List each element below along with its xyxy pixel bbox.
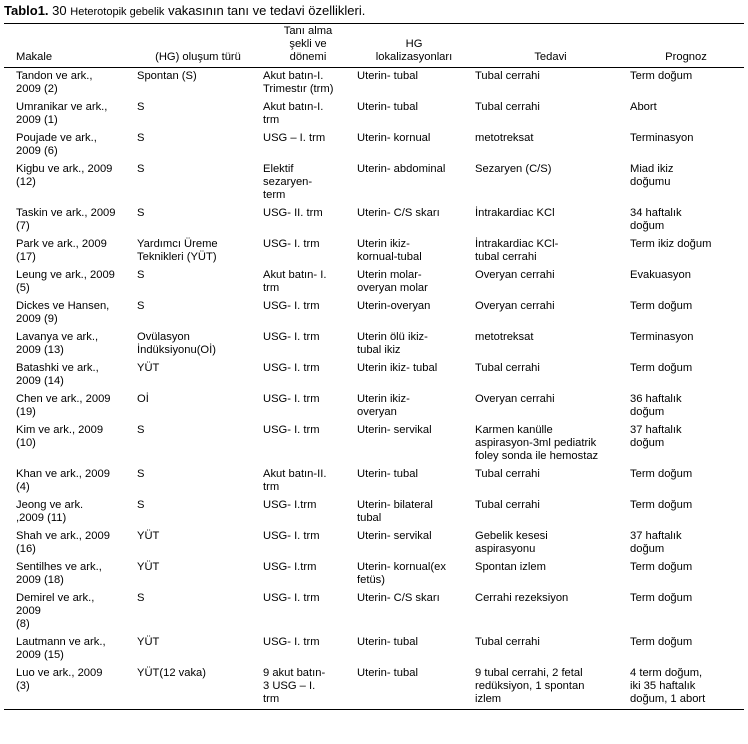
cell-olusum-turu	[135, 590, 261, 634]
cell-hg-lokalizasyon-text: Uterin- tubal	[357, 667, 418, 679]
cell-prognoz	[628, 130, 744, 161]
cell-makale	[4, 68, 135, 100]
cell-makale-text: Dickes ve Hansen, 2009 (9)	[16, 300, 110, 325]
cell-hg-lokalizasyon	[355, 236, 473, 267]
cell-hg-lokalizasyon	[355, 205, 473, 236]
cell-tani-alma-text: USG- II. trm	[263, 207, 323, 219]
cell-makale-text: Umranikar ve ark., 2009 (1)	[16, 101, 108, 126]
cell-prognoz-text: Abort	[630, 101, 657, 113]
cell-tani-alma-text: USG – I. trm	[263, 132, 326, 144]
header-makale	[4, 24, 135, 68]
cell-olusum-turu	[135, 559, 261, 590]
cell-makale-text: Tandon ve ark., 2009 (2)	[16, 70, 93, 95]
cell-hg-lokalizasyon-text: Uterin ikiz- tubal	[357, 362, 438, 374]
cell-prognoz-text: Term doğum	[630, 468, 693, 480]
cell-olusum-turu-text: S	[137, 300, 145, 312]
cell-hg-lokalizasyon-text: Uterin- tubal	[357, 70, 418, 82]
cell-hg-lokalizasyon-text: Uterin- C/S skarı	[357, 592, 440, 604]
header-olusum-turu-label: (HG) oluşum türü	[155, 51, 241, 63]
cell-prognoz-text: Term doğum	[630, 561, 693, 573]
cell-olusum-turu	[135, 236, 261, 267]
cell-makale-text: Kigbu ve ark., 2009 (12)	[16, 163, 113, 188]
cell-hg-lokalizasyon	[355, 634, 473, 665]
cell-tedavi-text: metotreksat	[475, 132, 534, 144]
cell-tani-alma-text: USG- I. trm	[263, 393, 320, 405]
cell-makale-text: Poujade ve ark., 2009 (6)	[16, 132, 97, 157]
cell-olusum-turu-text: Yardımcı Üreme Teknikleri (YÜT)	[137, 238, 218, 263]
cell-tani-alma	[261, 590, 355, 634]
cell-prognoz	[628, 161, 744, 205]
cell-makale	[4, 130, 135, 161]
cell-makale-text: Jeong ve ark. ,2009 (11)	[16, 499, 84, 524]
cell-hg-lokalizasyon	[355, 497, 473, 528]
cell-prognoz	[628, 497, 744, 528]
cell-prognoz-text: Evakuasyon	[630, 269, 691, 281]
cell-makale	[4, 634, 135, 665]
cell-prognoz	[628, 528, 744, 559]
cell-tani-alma	[261, 99, 355, 130]
cell-hg-lokalizasyon	[355, 267, 473, 298]
cell-makale-text: Park ve ark., 2009 (17)	[16, 238, 107, 263]
cell-makale	[4, 99, 135, 130]
cell-tani-alma	[261, 528, 355, 559]
cell-makale	[4, 497, 135, 528]
cell-tani-alma	[261, 466, 355, 497]
table-row	[4, 497, 744, 528]
header-hg-lokalizasyon-label: HG lokalizasyonları	[375, 38, 453, 63]
cell-olusum-turu	[135, 68, 261, 100]
cell-prognoz	[628, 298, 744, 329]
hg-case-table	[4, 23, 744, 710]
cell-tani-alma	[261, 634, 355, 665]
cell-olusum-turu-text: S	[137, 468, 145, 480]
header-olusum-turu	[135, 24, 261, 68]
cell-tani-alma	[261, 329, 355, 360]
cell-tani-alma-text: 9 akut batın- 3 USG – I. trm	[263, 667, 326, 705]
cell-olusum-turu-text: Ovülasyon İndüksiyonu(Oİ)	[137, 331, 216, 356]
cell-olusum-turu-text: S	[137, 592, 145, 604]
cell-tedavi-text: İntrakardiac KCl- tubal cerrahi	[475, 238, 559, 263]
cell-tedavi-text: Tubal cerrahi	[475, 101, 540, 113]
cell-tani-alma-text: Elektif sezaryen- term	[263, 163, 313, 201]
cell-hg-lokalizasyon	[355, 298, 473, 329]
cell-tani-alma	[261, 422, 355, 466]
header-prognoz	[628, 24, 744, 68]
cell-prognoz-text: Term doğum	[630, 362, 693, 374]
cell-hg-lokalizasyon-text: Uterin- C/S skarı	[357, 207, 440, 219]
cell-olusum-turu-text: S	[137, 163, 145, 175]
cell-tedavi	[473, 559, 628, 590]
cell-prognoz	[628, 267, 744, 298]
cell-hg-lokalizasyon	[355, 161, 473, 205]
cell-tani-alma-text: USG- I. trm	[263, 636, 320, 648]
cell-olusum-turu	[135, 298, 261, 329]
cell-prognoz	[628, 634, 744, 665]
cell-hg-lokalizasyon-text: Uterin- abdominal	[357, 163, 446, 175]
cell-makale	[4, 236, 135, 267]
cell-hg-lokalizasyon	[355, 466, 473, 497]
cell-olusum-turu	[135, 665, 261, 710]
cell-makale	[4, 360, 135, 391]
cell-hg-lokalizasyon-text: Uterin ikiz- overyan	[357, 393, 410, 418]
cell-hg-lokalizasyon-text: Uterin- kornual(ex fetüs)	[357, 561, 446, 586]
cell-hg-lokalizasyon-text: Uterin-overyan	[357, 300, 431, 312]
cell-tani-alma	[261, 391, 355, 422]
cell-tani-alma-text: USG- I. trm	[263, 424, 320, 436]
cell-olusum-turu-text: S	[137, 499, 145, 511]
cell-tedavi	[473, 466, 628, 497]
cell-hg-lokalizasyon	[355, 68, 473, 100]
cell-hg-lokalizasyon-text: Uterin- tubal	[357, 101, 418, 113]
cell-prognoz-text: Term ikiz doğum	[630, 238, 712, 250]
table-row	[4, 99, 744, 130]
cell-olusum-turu-text: S	[137, 207, 145, 219]
table-row	[4, 590, 744, 634]
cell-makale-text: Shah ve ark., 2009 (16)	[16, 530, 110, 555]
table-row	[4, 528, 744, 559]
cell-hg-lokalizasyon-text: Uterin- tubal	[357, 468, 418, 480]
cell-tedavi	[473, 360, 628, 391]
cell-olusum-turu	[135, 130, 261, 161]
cell-olusum-turu-text: S	[137, 132, 145, 144]
cell-tedavi	[473, 329, 628, 360]
cell-tedavi-text: Tubal cerrahi	[475, 362, 540, 374]
cell-hg-lokalizasyon	[355, 391, 473, 422]
cell-tani-alma	[261, 497, 355, 528]
cell-makale-text: Lautmann ve ark., 2009 (15)	[16, 636, 106, 661]
cell-makale-text: Lavanya ve ark., 2009 (13)	[16, 331, 99, 356]
cell-prognoz	[628, 99, 744, 130]
cell-tani-alma	[261, 559, 355, 590]
cell-prognoz-text: Term doğum	[630, 636, 693, 648]
cell-tani-alma	[261, 236, 355, 267]
cell-tedavi-text: metotreksat	[475, 331, 534, 343]
cell-prognoz	[628, 422, 744, 466]
cell-makale	[4, 466, 135, 497]
cell-tani-alma	[261, 161, 355, 205]
cell-tani-alma-text: Akut batın- I. trm	[263, 269, 327, 294]
cell-hg-lokalizasyon	[355, 130, 473, 161]
cell-tani-alma	[261, 267, 355, 298]
cell-olusum-turu	[135, 205, 261, 236]
cell-hg-lokalizasyon	[355, 422, 473, 466]
cell-tedavi	[473, 298, 628, 329]
cell-tedavi	[473, 497, 628, 528]
cell-tani-alma-text: USG- I. trm	[263, 331, 320, 343]
cell-makale	[4, 298, 135, 329]
cell-makale-text: Sentilhes ve ark., 2009 (18)	[16, 561, 102, 586]
cell-tani-alma-text: USG- I. trm	[263, 238, 320, 250]
cell-makale	[4, 559, 135, 590]
cell-prognoz-text: 37 haftalık doğum	[630, 424, 682, 449]
cell-prognoz-text: Term doğum	[630, 300, 693, 312]
cell-makale	[4, 528, 135, 559]
cell-tedavi-text: Overyan cerrahi	[475, 300, 555, 312]
cell-hg-lokalizasyon	[355, 99, 473, 130]
cell-makale-text: Khan ve ark., 2009 (4)	[16, 468, 110, 493]
caption-small-text: Heterotopik gebelik	[70, 6, 165, 18]
cell-prognoz	[628, 360, 744, 391]
cell-makale-text: Luo ve ark., 2009 (3)	[16, 667, 103, 692]
table-row	[4, 665, 744, 710]
cell-prognoz-text: Term doğum	[630, 592, 693, 604]
header-tedavi	[473, 24, 628, 68]
header-makale-label: Makale	[16, 51, 53, 63]
cell-tedavi	[473, 528, 628, 559]
cell-tedavi-text: Overyan cerrahi	[475, 269, 555, 281]
cell-prognoz-text: Term doğum	[630, 70, 693, 82]
cell-tani-alma	[261, 298, 355, 329]
cell-hg-lokalizasyon	[355, 360, 473, 391]
cell-tani-alma-text: Akut batın-II. trm	[263, 468, 327, 493]
cell-hg-lokalizasyon-text: Uterin ikiz- kornual-tubal	[357, 238, 422, 263]
table-body	[4, 68, 744, 710]
cell-olusum-turu	[135, 99, 261, 130]
cell-prognoz-text: Terminasyon	[630, 132, 694, 144]
header-tedavi-label: Tedavi	[534, 51, 567, 63]
cell-prognoz	[628, 559, 744, 590]
cell-tedavi-text: Tubal cerrahi	[475, 499, 540, 511]
cell-tedavi-text: Overyan cerrahi	[475, 393, 555, 405]
cell-hg-lokalizasyon-text: Uterin molar- overyan molar	[357, 269, 428, 294]
cell-tani-alma-text: USG- I.trm	[263, 561, 317, 573]
cell-tani-alma	[261, 68, 355, 100]
cell-tedavi-text: Sezaryen (C/S)	[475, 163, 552, 175]
cell-olusum-turu-text: S	[137, 424, 145, 436]
header-hg-lokalizasyon	[355, 24, 473, 68]
cell-olusum-turu	[135, 466, 261, 497]
cell-olusum-turu-text: YÜT	[137, 362, 160, 374]
caption-count: 30	[52, 3, 67, 18]
table-caption	[4, 2, 365, 21]
cell-tedavi	[473, 236, 628, 267]
cell-tedavi	[473, 665, 628, 710]
cell-makale	[4, 422, 135, 466]
table-header-row	[4, 24, 744, 68]
cell-hg-lokalizasyon-text: Uterin- kornual	[357, 132, 431, 144]
cell-olusum-turu-text: YÜT(12 vaka)	[137, 667, 207, 679]
cell-tani-alma	[261, 205, 355, 236]
table-row	[4, 68, 744, 100]
caption-text: vakasının tanı ve tedavi özellikleri.	[168, 3, 366, 18]
cell-tani-alma-text: USG- I. trm	[263, 530, 320, 542]
cell-tani-alma-text: USG- I. trm	[263, 592, 320, 604]
cell-makale-text: Leung ve ark., 2009 (5)	[16, 269, 115, 294]
cell-prognoz-text: 36 haftalık doğum	[630, 393, 682, 418]
cell-tedavi	[473, 267, 628, 298]
cell-makale	[4, 391, 135, 422]
cell-tedavi	[473, 99, 628, 130]
cell-olusum-turu-text: YÜT	[137, 561, 160, 573]
cell-tani-alma-text: USG- I.trm	[263, 499, 317, 511]
cell-hg-lokalizasyon-text: Uterin- servikal	[357, 424, 432, 436]
cell-prognoz-text: 4 term doğum, iki 35 haftalık doğum, 1 abort	[630, 667, 706, 705]
cell-tani-alma	[261, 360, 355, 391]
table-row	[4, 298, 744, 329]
cell-olusum-turu-text: Spontan (S)	[137, 70, 197, 82]
cell-hg-lokalizasyon	[355, 559, 473, 590]
cell-prognoz-text: 37 haftalık doğum	[630, 530, 682, 555]
table-row	[4, 422, 744, 466]
cell-makale-text: Batashki ve ark., 2009 (14)	[16, 362, 99, 387]
table-row	[4, 634, 744, 665]
cell-olusum-turu-text: S	[137, 269, 145, 281]
cell-tedavi-text: Cerrahi rezeksiyon	[475, 592, 569, 604]
cell-hg-lokalizasyon-text: Uterin- bilateral tubal	[357, 499, 433, 524]
cell-olusum-turu-text: YÜT	[137, 530, 160, 542]
cell-olusum-turu	[135, 161, 261, 205]
cell-tedavi-text: 9 tubal cerrahi, 2 fetal redüksiyon, 1 spontan izlem	[475, 667, 585, 705]
table-row	[4, 205, 744, 236]
cell-olusum-turu	[135, 267, 261, 298]
cell-olusum-turu	[135, 497, 261, 528]
cell-olusum-turu	[135, 422, 261, 466]
cell-tedavi	[473, 590, 628, 634]
cell-olusum-turu	[135, 528, 261, 559]
cell-olusum-turu	[135, 634, 261, 665]
cell-hg-lokalizasyon	[355, 665, 473, 710]
cell-makale	[4, 665, 135, 710]
cell-makale-text: Kim ve ark., 2009 (10)	[16, 424, 104, 449]
cell-makale	[4, 590, 135, 634]
cell-olusum-turu	[135, 391, 261, 422]
header-prognoz-label: Prognoz	[665, 51, 707, 63]
cell-hg-lokalizasyon-text: Uterin ölü ikiz- tubal ikiz	[357, 331, 428, 356]
cell-makale-text: Taskin ve ark., 2009 (7)	[16, 207, 116, 232]
caption-label: Tablo1.	[4, 3, 49, 18]
table-row	[4, 391, 744, 422]
header-tani-alma-label: Tanı alma şekli ve dönemi	[283, 25, 333, 63]
cell-tedavi	[473, 205, 628, 236]
cell-tedavi	[473, 161, 628, 205]
cell-tedavi	[473, 634, 628, 665]
cell-tedavi	[473, 422, 628, 466]
cell-prognoz-text: Miad ikiz doğumu	[630, 163, 674, 188]
cell-tani-alma	[261, 665, 355, 710]
cell-tani-alma-text: Akut batın-I. Trimestır (trm)	[263, 70, 334, 95]
cell-prognoz	[628, 329, 744, 360]
cell-olusum-turu	[135, 360, 261, 391]
cell-olusum-turu	[135, 329, 261, 360]
cell-prognoz	[628, 466, 744, 497]
cell-prognoz	[628, 68, 744, 100]
cell-prognoz-text: Term doğum	[630, 499, 693, 511]
cell-prognoz-text: Terminasyon	[630, 331, 694, 343]
table-row	[4, 130, 744, 161]
cell-prognoz	[628, 590, 744, 634]
table-row	[4, 360, 744, 391]
table-row	[4, 466, 744, 497]
cell-hg-lokalizasyon-text: Uterin- tubal	[357, 636, 418, 648]
cell-prognoz	[628, 236, 744, 267]
cell-makale	[4, 205, 135, 236]
cell-tani-alma-text: USG- I. trm	[263, 362, 320, 374]
cell-tani-alma-text: USG- I. trm	[263, 300, 320, 312]
cell-olusum-turu-text: Oİ	[137, 393, 149, 405]
cell-tani-alma-text: Akut batın-I. trm	[263, 101, 324, 126]
cell-tedavi-text: Tubal cerrahi	[475, 636, 540, 648]
cell-makale	[4, 329, 135, 360]
cell-makale-text: Chen ve ark., 2009 (19)	[16, 393, 111, 418]
cell-tedavi	[473, 391, 628, 422]
header-tani-alma	[261, 24, 355, 68]
cell-tani-alma	[261, 130, 355, 161]
cell-tedavi-text: Tubal cerrahi	[475, 468, 540, 480]
table-row	[4, 161, 744, 205]
cell-makale-text: Demirel ve ark., 2009 (8)	[16, 592, 95, 630]
table-row	[4, 267, 744, 298]
cell-makale	[4, 267, 135, 298]
cell-tedavi-text: İntrakardiac KCl	[475, 207, 555, 219]
cell-tedavi-text: Tubal cerrahi	[475, 70, 540, 82]
cell-tedavi-text: Gebelik kesesi aspirasyonu	[475, 530, 548, 555]
cell-makale	[4, 161, 135, 205]
cell-hg-lokalizasyon	[355, 528, 473, 559]
cell-prognoz	[628, 665, 744, 710]
cell-tedavi	[473, 68, 628, 100]
cell-prognoz-text: 34 haftalık doğum	[630, 207, 682, 232]
cell-prognoz	[628, 391, 744, 422]
cell-hg-lokalizasyon	[355, 329, 473, 360]
cell-olusum-turu-text: YÜT	[137, 636, 160, 648]
cell-tedavi-text: Karmen kanülle aspirasyon-3ml pediatrik foley sonda ile hemostaz	[475, 424, 599, 462]
cell-olusum-turu-text: S	[137, 101, 145, 113]
cell-hg-lokalizasyon-text: Uterin- servikal	[357, 530, 432, 542]
table-row	[4, 236, 744, 267]
cell-tedavi-text: Spontan izlem	[475, 561, 546, 573]
cell-prognoz	[628, 205, 744, 236]
cell-hg-lokalizasyon	[355, 590, 473, 634]
cell-tedavi	[473, 130, 628, 161]
table-row	[4, 329, 744, 360]
table-row	[4, 559, 744, 590]
